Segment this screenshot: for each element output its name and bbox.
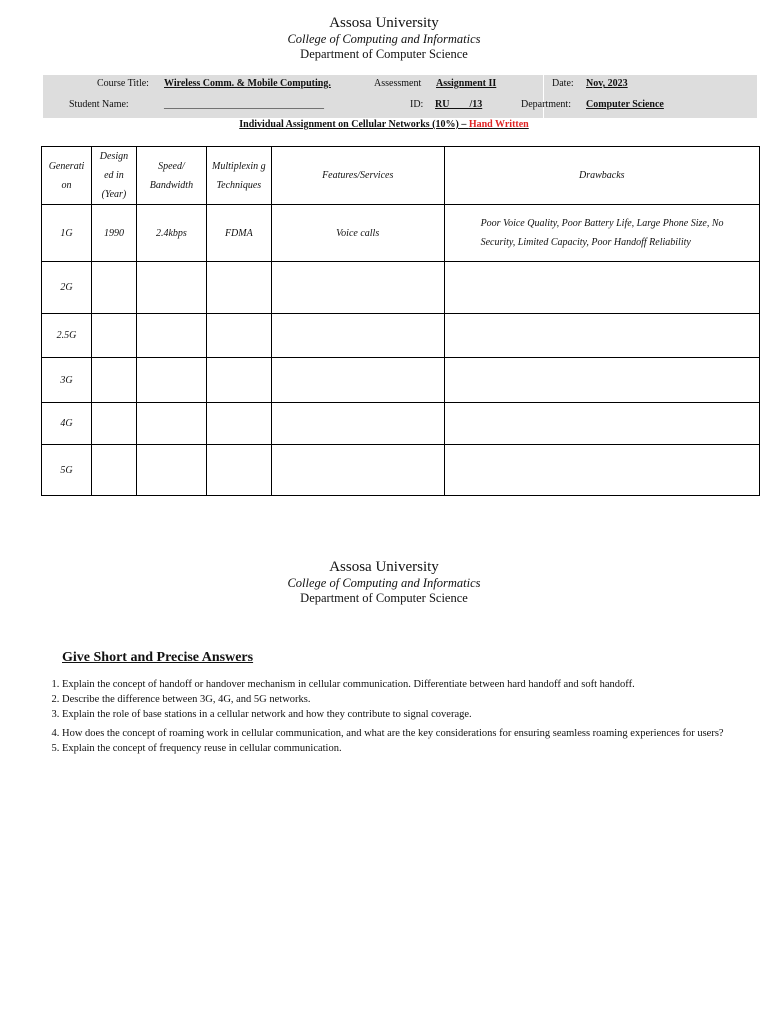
table-cell: 2G	[42, 262, 92, 314]
table-cell	[206, 403, 271, 445]
list-item: 5. Explain the concept of frequency reuse in cellular communication.	[62, 741, 768, 756]
column-header: Speed/ Bandwidth	[136, 147, 206, 205]
table-cell	[271, 262, 444, 314]
list-item: 3. Explain the role of base stations in a cellular network and how they contribute to signal coverage.	[62, 707, 768, 722]
assignment-title-main: Individual Assignment on Cellular Networks (10%) –	[239, 119, 469, 130]
table-cell	[136, 403, 206, 445]
list-item: 4. How does the concept of roaming work in cellular communication, and what are the key considerations for ensuring seamless roaming experiences for users?	[62, 726, 768, 741]
table-row	[42, 205, 760, 262]
questions-heading: Give Short and Precise Answers	[62, 650, 254, 665]
assessment-value: Assignment II	[436, 78, 497, 89]
college-name: College of Computing and Informatics	[287, 576, 481, 590]
list-item: 2. Describe the difference between 3G, 4G, and 5G networks.	[62, 692, 768, 707]
date-value: Nov, 2023	[586, 78, 628, 89]
table-cell	[206, 358, 271, 403]
hand-written-note: Hand Written	[468, 119, 529, 130]
table-cell	[444, 358, 759, 403]
table-cell	[91, 262, 136, 314]
assessment-label: Assessment	[374, 78, 422, 89]
questions-list	[28, 677, 768, 756]
course-title-label: Course Title:	[97, 78, 149, 89]
department-value: Computer Science	[586, 99, 664, 110]
table-row	[42, 445, 760, 496]
id-value: RU /13	[435, 99, 483, 110]
student-name-label: Student Name:	[69, 99, 129, 110]
department-name: Department of Computer Science	[300, 47, 468, 61]
table-row	[42, 403, 760, 445]
table-cell	[136, 445, 206, 496]
column-header: Drawbacks	[444, 147, 759, 205]
table-cell	[136, 262, 206, 314]
assignment-title	[0, 119, 768, 130]
info-divider	[543, 75, 544, 118]
column-header: Multiplexin g Techniques	[206, 147, 271, 205]
table-cell	[136, 314, 206, 358]
table-cell: Voice calls	[271, 205, 444, 262]
column-header: Features/Services	[271, 147, 444, 205]
table-cell: 2.5G	[42, 314, 92, 358]
table-cell: 3G	[42, 358, 92, 403]
table-row	[42, 262, 760, 314]
page-header-1	[0, 15, 768, 62]
column-header: Generati on	[42, 147, 92, 205]
table-cell	[206, 314, 271, 358]
date-label: Date:	[552, 78, 574, 89]
table-cell	[206, 262, 271, 314]
table-cell: Poor Voice Quality, Poor Battery Life, Large Phone Size, No Security, Limited Capacity, Poor Handoff Reliability	[444, 205, 759, 262]
table-header-row	[42, 147, 760, 205]
table-row	[42, 314, 760, 358]
generations-table	[41, 146, 760, 496]
table-cell	[444, 262, 759, 314]
table-cell: 4G	[42, 403, 92, 445]
table-cell	[444, 445, 759, 496]
page-header-2	[0, 559, 768, 606]
course-info-box	[43, 75, 757, 118]
table-cell: 5G	[42, 445, 92, 496]
id-label: ID:	[410, 99, 424, 110]
table-cell	[91, 314, 136, 358]
university-name: Assosa University	[329, 15, 439, 31]
table-cell: 1G	[42, 205, 92, 262]
table-cell	[444, 403, 759, 445]
column-header: Design ed in (Year)	[91, 147, 136, 205]
table-cell	[91, 358, 136, 403]
table-cell	[136, 358, 206, 403]
table-cell	[91, 445, 136, 496]
college-name: College of Computing and Informatics	[287, 32, 481, 46]
department-name: Department of Computer Science	[300, 591, 468, 605]
table-cell: 2.4kbps	[136, 205, 206, 262]
table-cell: FDMA	[206, 205, 271, 262]
student-name-field: ________________________________	[164, 99, 324, 110]
table-cell	[271, 445, 444, 496]
university-name: Assosa University	[329, 559, 439, 575]
table-cell	[206, 445, 271, 496]
department-label: Department:	[521, 99, 571, 110]
table-cell	[271, 403, 444, 445]
table-cell	[444, 314, 759, 358]
course-title-value: Wireless Comm. & Mobile Computing.	[164, 78, 331, 89]
table-cell	[271, 358, 444, 403]
table-cell	[91, 403, 136, 445]
list-item: 1. Explain the concept of handoff or handover mechanism in cellular communication. Differentiate between hard handoff and soft handoff.	[62, 677, 768, 692]
table-row	[42, 358, 760, 403]
table-cell: 1990	[91, 205, 136, 262]
table-cell	[271, 314, 444, 358]
